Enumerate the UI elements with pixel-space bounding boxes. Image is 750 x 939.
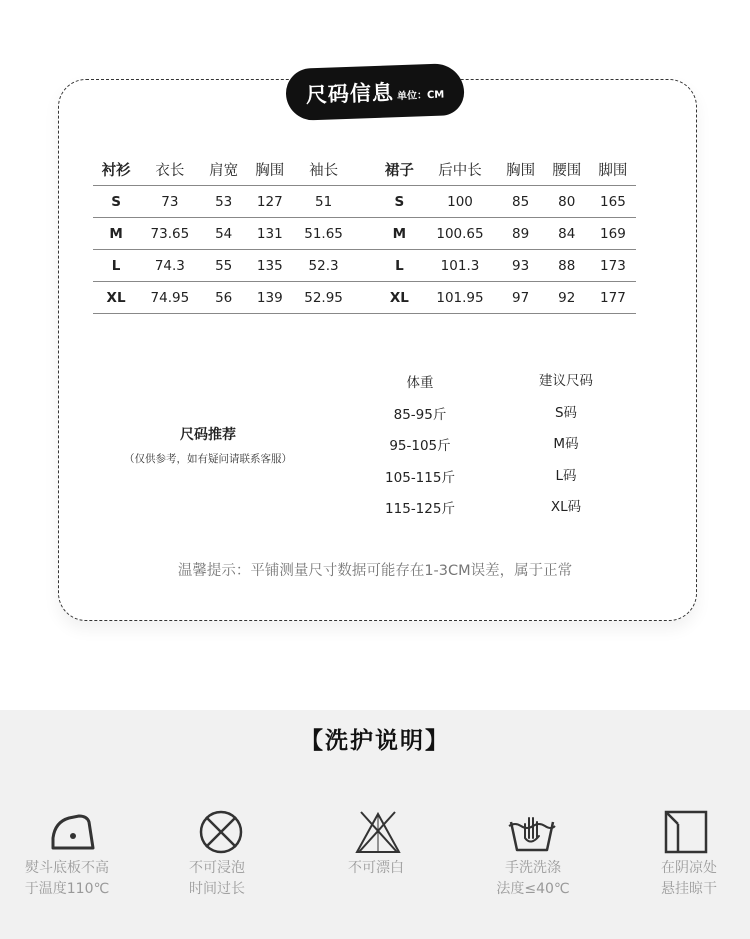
table-header-cell: 胸围 <box>498 154 544 186</box>
care-title: 【洗护说明】 <box>300 728 450 754</box>
table-cell: L <box>376 250 422 282</box>
table-cell: M <box>376 218 422 250</box>
table-gap <box>354 186 376 218</box>
care-label-line: 手洗洗涤 <box>505 860 561 876</box>
care-label-line: 不可漂白 <box>348 860 404 876</box>
unit-label: 单位：CM <box>396 89 445 102</box>
table-gap <box>354 218 376 250</box>
size-info-title: 尺码信息 <box>305 80 395 108</box>
table-cell: 80 <box>544 186 590 218</box>
table-cell: 139 <box>247 282 293 314</box>
weight-value: 85-95斤 <box>393 406 447 423</box>
care-label-hand-wash <box>463 858 603 900</box>
table-cell: 93 <box>498 250 544 282</box>
hand-wash-icon <box>507 808 557 856</box>
table-cell: 84 <box>544 218 590 250</box>
table-gap <box>354 282 376 314</box>
table-cell: 73 <box>139 186 200 218</box>
table-header-cell: 肩宽 <box>201 154 247 186</box>
table-cell: 56 <box>201 282 247 314</box>
table-cell: 177 <box>590 282 636 314</box>
care-label-line: 时间过长 <box>189 881 245 897</box>
size-value: XL码 <box>550 499 582 515</box>
table-header-row <box>93 154 636 186</box>
table-cell: S <box>376 186 422 218</box>
table-cell: S <box>93 186 139 218</box>
size-header: 建议尺码 <box>539 373 593 389</box>
table-header-cell: 袖长 <box>293 154 354 186</box>
iron-icon <box>49 808 99 856</box>
table-cell: 169 <box>590 218 636 250</box>
table-cell: 85 <box>498 186 544 218</box>
table-cell: 89 <box>498 218 544 250</box>
size-value: M码 <box>553 436 579 452</box>
table-cell: M <box>93 218 139 250</box>
care-label-no-bleach <box>306 858 446 879</box>
table-cell: 52.3 <box>293 250 354 282</box>
table-cell: 53 <box>201 186 247 218</box>
care-label-line: 于温度110℃ <box>24 881 110 897</box>
care-label-no-soak <box>147 858 287 900</box>
table-header-cell: 腰围 <box>544 154 590 186</box>
table-header-cell: 胸围 <box>247 154 293 186</box>
care-label-iron <box>0 858 137 900</box>
dry-in-shade-icon <box>662 808 712 856</box>
weight-value: 105-115斤 <box>385 469 455 486</box>
table-cell: 100.65 <box>422 218 497 250</box>
table-gap <box>354 250 376 282</box>
table-cell: 100 <box>422 186 497 218</box>
table-header-cell: 衣长 <box>139 154 200 186</box>
weight-header: 体重 <box>406 375 434 391</box>
table-cell: 135 <box>247 250 293 282</box>
care-label-line: 熨斗底板不高 <box>25 860 109 876</box>
care-label-line: 悬挂晾干 <box>661 881 717 897</box>
table-cell: 92 <box>544 282 590 314</box>
table-cell: 127 <box>247 186 293 218</box>
table-cell: XL <box>93 282 139 314</box>
table-cell: 101.3 <box>422 250 497 282</box>
size-column <box>516 366 616 524</box>
weight-value: 115-125斤 <box>385 501 455 517</box>
size-table <box>93 154 636 314</box>
table-row <box>93 186 636 218</box>
table-cell: 74.3 <box>139 250 200 282</box>
care-label-line: 在阴凉处 <box>661 860 717 876</box>
table-cell: 131 <box>247 218 293 250</box>
recommendation-title: 尺码推荐 <box>180 427 236 443</box>
recommendation-note: （仅供参考，如有疑问请联系客服） <box>124 453 292 465</box>
table-header-cell: 衬衫 <box>93 154 139 186</box>
table-cell: 73.65 <box>139 218 200 250</box>
table-row <box>93 218 636 250</box>
measurement-tip: 温馨提示：平铺测量尺寸数据可能存在1-3CM误差，属于正常 <box>177 563 573 579</box>
table-cell: 54 <box>201 218 247 250</box>
table-cell: 52.95 <box>293 282 354 314</box>
table-cell: 165 <box>590 186 636 218</box>
table-cell: L <box>93 250 139 282</box>
table-cell: 51 <box>293 186 354 218</box>
no-soak-icon <box>196 808 246 856</box>
table-cell: 55 <box>201 250 247 282</box>
table-cell: 101.95 <box>422 282 497 314</box>
weight-value: 95-105斤 <box>389 438 451 454</box>
table-cell: 74.95 <box>139 282 200 314</box>
no-bleach-icon <box>353 808 403 856</box>
table-gap <box>354 154 376 186</box>
care-label-line: 法度≤40℃ <box>496 881 570 897</box>
size-value: L码 <box>555 467 577 484</box>
table-cell: XL <box>376 282 422 314</box>
table-row <box>93 282 636 314</box>
table-cell: 51.65 <box>293 218 354 250</box>
size-info-badge <box>285 63 465 121</box>
weight-column <box>370 368 470 526</box>
table-header-cell: 后中长 <box>422 154 497 186</box>
table-cell: 88 <box>544 250 590 282</box>
table-header-cell: 脚围 <box>590 154 636 186</box>
table-cell: 97 <box>498 282 544 314</box>
table-row <box>93 250 636 282</box>
care-label-line: 不可浸泡 <box>189 860 245 876</box>
table-cell: 173 <box>590 250 636 282</box>
size-value: S码 <box>554 404 578 421</box>
care-label-dry-in-shade <box>619 858 750 900</box>
table-header-cell: 裙子 <box>376 154 422 186</box>
